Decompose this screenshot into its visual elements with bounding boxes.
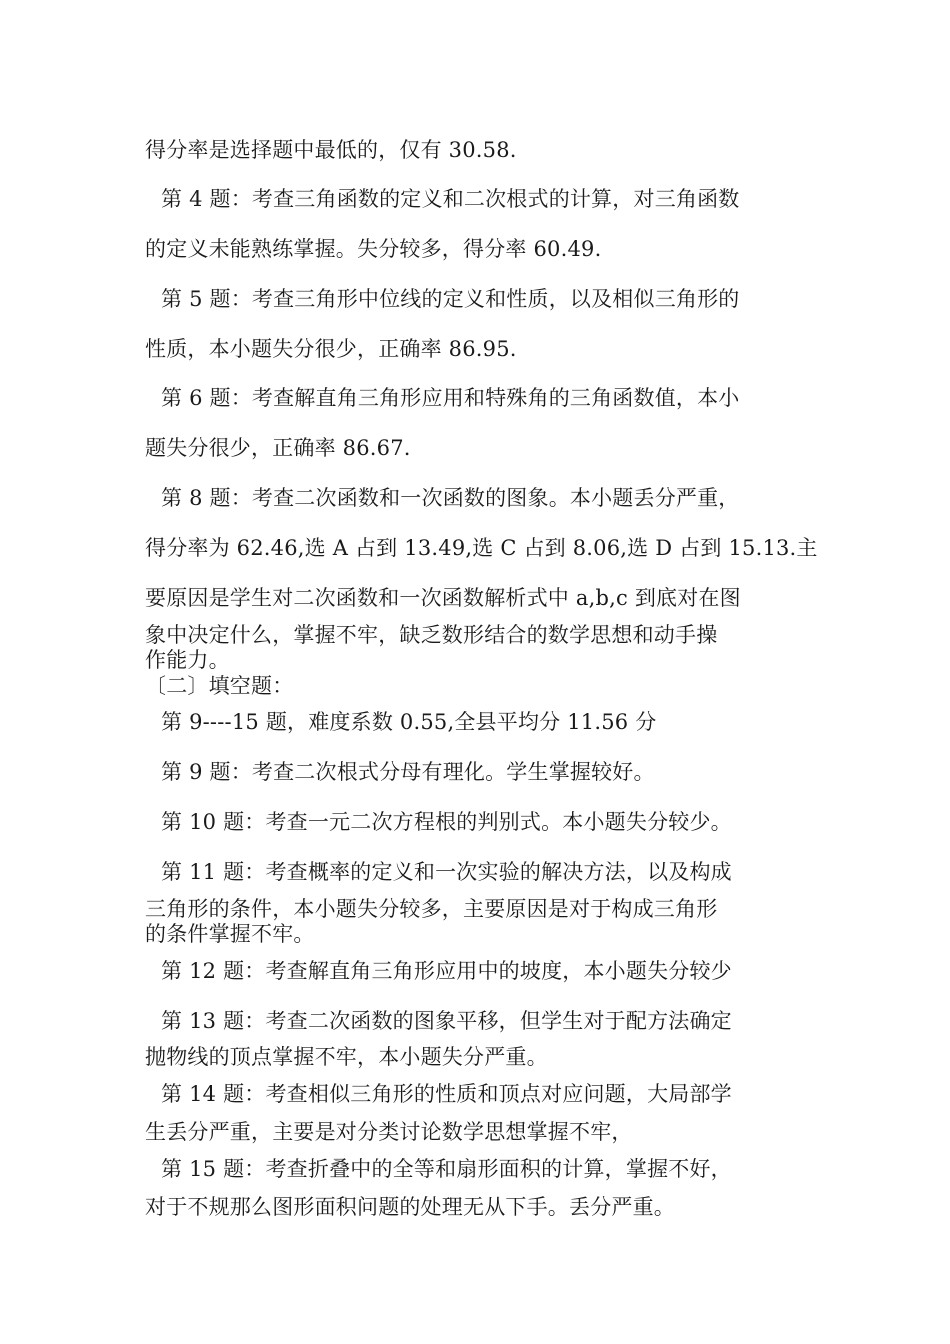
text-line: 第 14 题：考查相似三角形的性质和顶点对应问题，大局部学 bbox=[161, 1082, 732, 1106]
text-line: 要原因是学生对二次函数和一次函数解析式中 a,b,c 到底对在图 bbox=[145, 586, 741, 610]
text-line: 第 8 题：考查二次函数和一次函数的图象。本小题丢分严重， bbox=[161, 486, 740, 510]
text-line: 第 9----15 题，难度系数 0.55,全县平均分 11.56 分 bbox=[161, 710, 657, 734]
text-line: 的定义未能熟练掌握。失分较多，得分率 60.49. bbox=[145, 237, 602, 261]
text-line: 得分率是选择题中最低的，仅有 30.58. bbox=[145, 138, 517, 162]
text-line: 的条件掌握不牢。 bbox=[145, 922, 315, 946]
text-line: 第 5 题：考查三角形中位线的定义和性质，以及相似三角形的 bbox=[161, 287, 740, 311]
text-line: 第 6 题：考查解直角三角形应用和特殊角的三角函数值，本小 bbox=[161, 386, 740, 410]
text-line: 生丢分严重，主要是对分类讨论数学思想掌握不牢， bbox=[145, 1120, 633, 1144]
text-line: 三角形的条件，本小题失分较多，主要原因是对于构成三角形 bbox=[145, 897, 718, 921]
text-line: 第 13 题：考查二次函数的图象平移，但学生对于配方法确定 bbox=[161, 1009, 732, 1033]
text-line: 第 9 题：考查二次根式分母有理化。学生掌握较好。 bbox=[161, 760, 655, 784]
text-line: 对于不规那么图形面积问题的处理无从下手。丢分严重。 bbox=[145, 1195, 675, 1219]
text-line: 抛物线的顶点掌握不牢，本小题失分严重。 bbox=[145, 1045, 548, 1069]
text-line: 性质，本小题失分很少，正确率 86.95. bbox=[145, 337, 517, 361]
text-line: 题失分很少，正确率 86.67. bbox=[145, 436, 411, 460]
text-line: 第 11 题：考查概率的定义和一次实验的解决方法，以及构成 bbox=[161, 860, 732, 884]
text-line: 象中决定什么，掌握不牢，缺乏数形结合的数学思想和动手操 bbox=[145, 623, 718, 647]
text-line: 第 15 题：考查折叠中的全等和扇形面积的计算，掌握不好， bbox=[161, 1157, 732, 1181]
text-line: 第 12 题：考查解直角三角形应用中的坡度，本小题失分较少 bbox=[161, 959, 732, 983]
text-line: 第 4 题：考查三角函数的定义和二次根式的计算，对三角函数 bbox=[161, 187, 740, 211]
text-line: 得分率为 62.46,选 A 占到 13.49,选 C 占到 8.06,选 D 占到 15.13.主 bbox=[145, 536, 818, 560]
section-heading: 〔二〕填空题： bbox=[145, 674, 294, 698]
text-line: 第 10 题：考查一元二次方程根的判别式。本小题失分较少。 bbox=[161, 810, 732, 834]
text-line: 作能力。 bbox=[145, 648, 230, 672]
